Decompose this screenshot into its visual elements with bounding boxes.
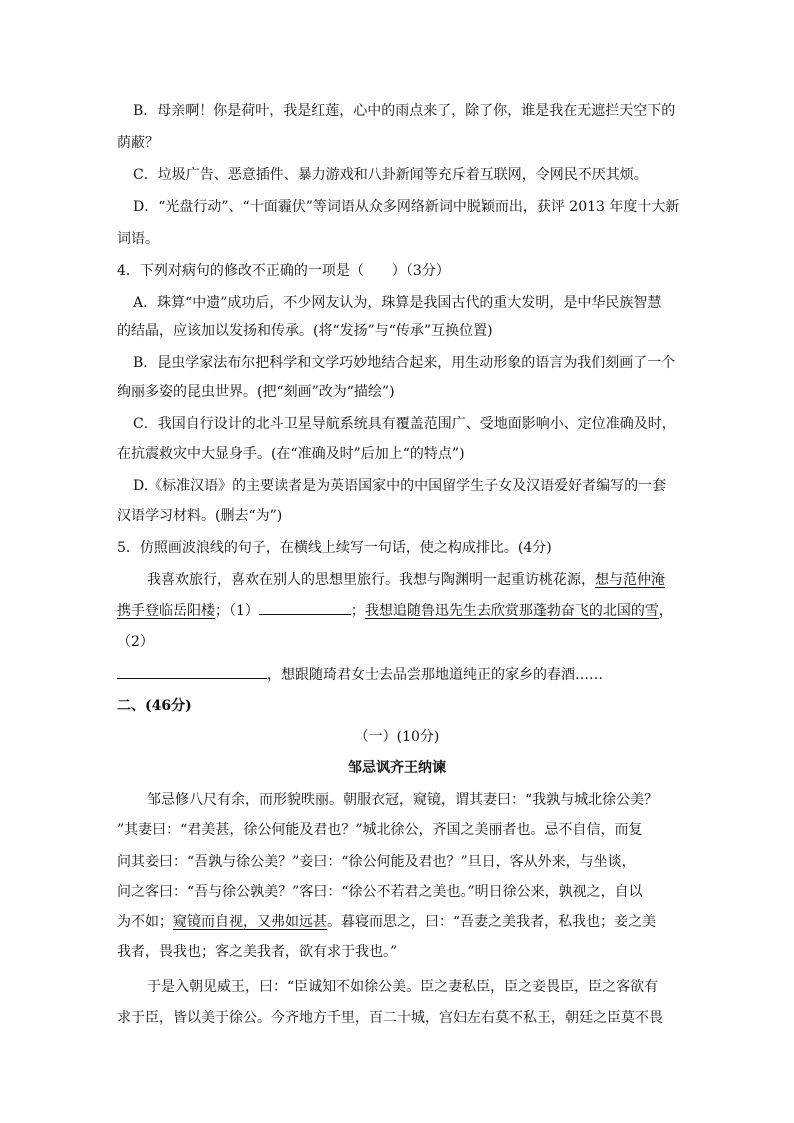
q3-option-d-line1: D．“光盘行动”、“十面霾伏”等词语从众多网络新词中脱颖而出，获评 2013 年度十大新 — [133, 199, 680, 215]
passage-title: 邹忌讽齐王纳谏 — [348, 760, 446, 776]
passage-line-8: 求于臣，皆以美于徐公。今齐地方千里，百二十城，宫妇左右莫不私王，朝廷之臣莫不畏 — [117, 1010, 663, 1026]
q5-line4-text: ，想跟随琦君女士去品尝那地道纯正的家乡的春酒…… — [267, 667, 603, 683]
section2-subtitle: （一）(10分) — [354, 729, 440, 745]
q3-option-b-line2: 荫蔽？ — [117, 135, 159, 151]
q5-wavy-sentence-part2: 携手登临岳阳楼 — [117, 603, 215, 619]
q5-wavy-sentence-part1: 想与范仲淹 — [595, 572, 665, 588]
q4-option-d-line1: D.《标准汉语》的主要读者是为英语国家中的中国留学生子女及汉语爱好者编写的一套 — [133, 478, 667, 494]
passage-line-3: 问其妾曰：“吾孰与徐公美？”妾曰：“徐公何能及君也？”旦日，客从外来，与坐谈， — [117, 854, 636, 870]
q5-answer-blank-2[interactable] — [117, 664, 267, 679]
q5-line2 — [117, 600, 673, 621]
section2-title: 二、(46分) — [117, 698, 192, 714]
q5-line1-text: 我喜欢旅行，喜欢在别人的思想里旅行。我想与陶渊明一起重访桃花源， — [147, 572, 595, 588]
q3-option-b-line1: B．母亲啊！你是荷叶，我是红莲，心中的雨点来了，除了你，谁是我在无遮拦天空下的 — [133, 103, 676, 119]
passage-line-7: 于是入朝见威王，曰：“臣诚知不如徐公美。臣之妻私臣，臣之妾畏臣，臣之客欲有 — [147, 979, 659, 995]
passage-line-5-start: 为不如； — [117, 914, 173, 930]
passage-underlined-phrase: 窥镜而自视，又弗如远甚 — [173, 914, 327, 930]
passage-line-4: 问之客曰：“吾与徐公孰美？”客曰：“徐公不若君之美也。”明日徐公来，孰视之，自以 — [117, 884, 643, 900]
q4-option-a-line2: 的结晶，应该加以发扬和传承。(将“发扬”与“传承”互换位置) — [117, 323, 493, 339]
passage-line-6: 我者，畏我也；客之美我者，欲有求于我也。” — [117, 944, 398, 960]
q5-line2-sep: ； — [350, 603, 365, 619]
passage-line-5-end: 。暮寝而思之，曰：“吾妻之美我者，私我也；妾之美 — [327, 914, 657, 930]
q5-line4 — [117, 664, 603, 685]
passage-line-2: ”其妻曰：“君美甚，徐公何能及君也？”城北徐公，齐国之美丽者也。忌不自信，而复 — [117, 822, 643, 838]
q5-blank1-label: ；（1） — [215, 603, 259, 619]
q4-option-c-line1: C．我国自行设计的北斗卫星导航系统具有覆盖范围广、受地面影响小、定位准确及时， — [133, 416, 676, 432]
q4-option-b-line2: 绚丽多姿的昆虫世界。(把“刻画”改为“描绘”) — [117, 384, 395, 400]
q4-option-c-line2: 在抗震救灾中大显身手。(在“准确及时”后加上“的特点”) — [117, 446, 465, 462]
q3-option-d-line2: 词语。 — [117, 231, 159, 247]
q5-title: 5．仿照画波浪线的句子，在横线上续写一句话，使之构成排比。(4分) — [117, 540, 552, 556]
q4-option-d-line2: 汉语学习材料。(删去“为”) — [117, 508, 283, 524]
q5-answer-blank-1[interactable] — [259, 600, 351, 615]
q5-underlined-sentence: 我想追随鲁迅先生去欣赏那蓬勃奋飞的北国的雪 — [364, 603, 659, 619]
q4-option-b-line1: B．昆虫学家法布尔把科学和文学巧妙地结合起来，用生动形象的语言为我们刻画了一个 — [133, 355, 676, 371]
q4-option-a-line1: A．珠算“中遗”成功后，不少网友认为，珠算是我国古代的重大发明，是中华民族智慧 — [133, 295, 662, 311]
q5-line2-end: ， — [658, 603, 673, 619]
passage-line-1: 邹忌修八尺有余，而形貌昳丽。朝服衣冠，窥镜，谓其妻曰：“我孰与城北徐公美？ — [147, 792, 659, 808]
passage-line-5 — [117, 912, 656, 932]
q5-blank2-label: （2） — [117, 634, 154, 650]
q4-title: 4．下列对病句的修改不正确的一项是（ ）（3分） — [117, 263, 450, 279]
q5-line1 — [147, 570, 665, 590]
q3-option-c: C．垃圾广告、恶意插件、暴力游戏和八卦新闻等充斥着互联网，令网民不厌其烦。 — [133, 167, 648, 183]
